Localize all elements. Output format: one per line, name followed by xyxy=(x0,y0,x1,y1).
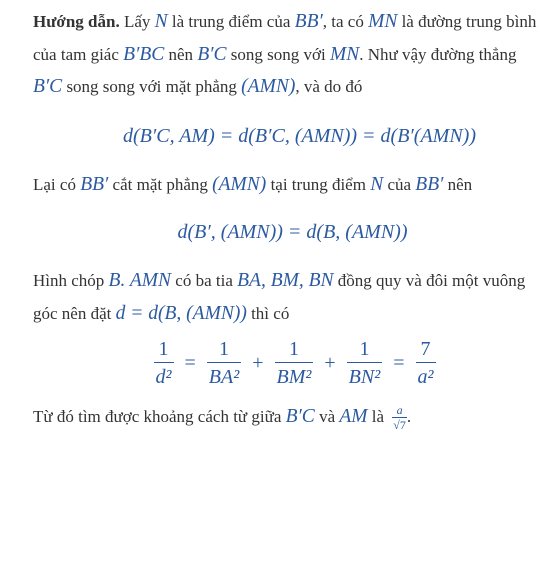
fraction xyxy=(416,336,436,391)
text: song song với mặt phẳng xyxy=(62,77,242,96)
text: thì có xyxy=(246,303,290,323)
text: , và do đó xyxy=(295,77,363,96)
text: Hình chóp xyxy=(33,271,109,290)
equation-distance-2: d(B′, (AMN)) = d(B, (AMN)) xyxy=(177,221,408,243)
denominator: BA² xyxy=(207,362,241,391)
text: song song với xyxy=(226,44,330,64)
numerator: 1 xyxy=(158,338,169,360)
equals-sign: = xyxy=(393,352,405,374)
denominator: a² xyxy=(416,362,436,391)
math-inline: BB′ xyxy=(294,11,323,32)
paragraph-pyramid xyxy=(33,265,546,330)
math-inline: B′C xyxy=(33,76,63,97)
plus-sign: + xyxy=(324,352,336,374)
text: có ba tia xyxy=(171,271,238,290)
math-inline: B. AMN xyxy=(108,270,172,291)
fraction xyxy=(207,336,241,391)
numerator: 7 xyxy=(420,338,431,360)
text: Lại có xyxy=(33,174,81,194)
math-inline: (AMN) xyxy=(241,76,296,97)
denominator: √7 xyxy=(393,418,406,433)
fraction-small xyxy=(392,404,407,432)
text: nên xyxy=(164,44,198,64)
plus-sign: + xyxy=(252,352,264,374)
denominator: BN² xyxy=(347,362,383,391)
text: là trung điểm của xyxy=(167,12,295,31)
denominator: d² xyxy=(154,362,174,391)
fraction xyxy=(154,336,174,391)
math-inline: B′C xyxy=(197,43,227,65)
text: đồng quy và đôi một vuông góc nên đặt xyxy=(33,271,526,323)
text: cắt mặt phẳng xyxy=(108,174,213,194)
math-inline: BB′ xyxy=(415,173,444,195)
fraction xyxy=(347,336,383,391)
equation-distance-1: d(B′C, AM) = d(B′C, (AMN)) = d(B′(AMN)) xyxy=(123,124,476,147)
lead-label: Hướng dẫn. xyxy=(33,12,120,31)
numerator: 1 xyxy=(219,338,229,360)
text: . xyxy=(406,407,412,426)
text: tại trung điểm xyxy=(266,174,371,194)
math-inline: B′BC xyxy=(123,43,165,65)
text: , ta có xyxy=(322,12,369,31)
math-inline: BA, BM, BN xyxy=(237,270,334,291)
equation-reciprocal-sum xyxy=(33,336,546,391)
text: Từ đó tìm được khoảng cách từ giữa xyxy=(33,407,286,426)
denominator: BM² xyxy=(275,362,314,391)
numerator: 1 xyxy=(359,338,370,360)
math-inline: BB′ xyxy=(80,173,109,195)
text: và xyxy=(314,407,340,426)
fraction xyxy=(275,336,314,391)
math-inline: B′C xyxy=(285,406,315,427)
paragraph-intro xyxy=(33,6,546,104)
math-inline: AM xyxy=(339,406,368,427)
text: của xyxy=(383,174,416,194)
math-inline: MN xyxy=(329,43,360,65)
text: . Như vậy đường thẳng xyxy=(359,44,517,64)
math-inline: N xyxy=(154,11,168,32)
text: nên xyxy=(443,174,473,194)
text: là xyxy=(367,407,389,426)
paragraph-intersect xyxy=(33,169,546,202)
math-inline: d = d(B, (AMN)) xyxy=(115,302,247,324)
equals-sign: = xyxy=(184,352,196,374)
text: là đường trung bình của tam giác xyxy=(33,12,537,64)
math-inline: N xyxy=(370,173,384,195)
paragraph-conclusion xyxy=(33,401,546,434)
numerator: a xyxy=(396,403,403,418)
math-inline: MN xyxy=(368,11,398,32)
numerator: 1 xyxy=(288,338,299,360)
math-inline: (AMN) xyxy=(212,173,267,195)
text: Lấy xyxy=(119,12,155,31)
